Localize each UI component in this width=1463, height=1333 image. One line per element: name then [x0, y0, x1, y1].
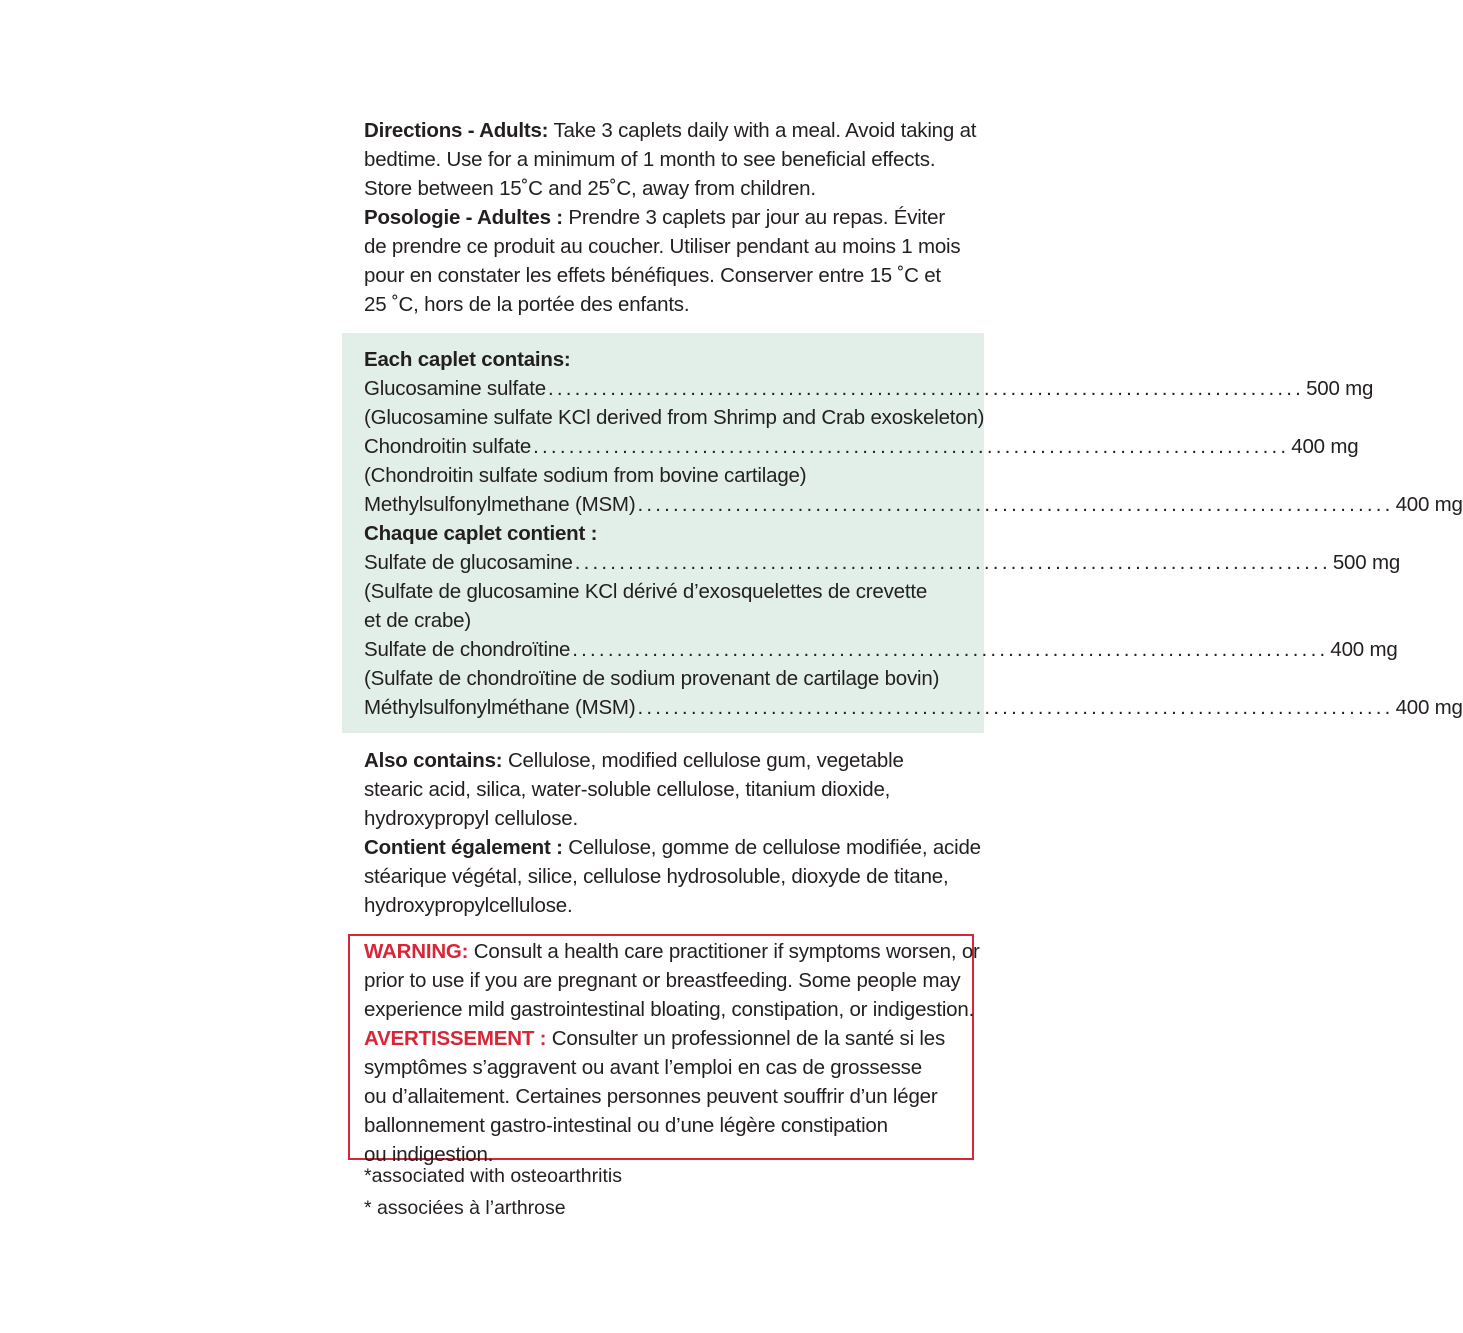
directions-heading-en: Directions - Adults:: [364, 119, 549, 142]
ingredients-heading-en: Each caplet contains:: [364, 348, 571, 371]
footnote-en: *associated with osteoarthritis: [364, 1165, 622, 1187]
warning-heading-fr: AVERTISSEMENT :: [364, 1027, 547, 1050]
dot-leader: .....................................................................................: [547, 377, 1305, 400]
ingredient-row: Methylsulfonylmethane (MSM) ..................................................................................... 400 mg: [364, 490, 966, 519]
dot-leader: .....................................................................................: [574, 551, 1331, 574]
ingredient-row: Chondroitin sulfate ..................................................................................... 400 mg: [364, 432, 966, 461]
directions-section: Directions - Adults: Take 3 caplets daily with a meal. Avoid taking at bedtime. Use for a minimum of 1 month to see beneficial effects. Store between 15˚C and 25˚C, away from children. Posologie - Adultes : Prendre 3 caplets par jour au repas. Éviter de prendre ce produit au coucher. Utiliser pendant au moins 1 mois pour en constater les effets bénéfiques. Conserver entre 15 ˚C et 25 ˚C, hors de la portée des enfants.: [364, 119, 977, 316]
directions-heading-fr: Posologie - Adultes :: [364, 206, 563, 229]
ingredient-row: Glucosamine sulfate ..................................................................................... 500 mg: [364, 374, 966, 403]
dot-leader: .....................................................................................: [637, 493, 1394, 516]
warning-section: WARNING: Consult a health care practitioner if symptoms worsen, or prior to use if you are pregnant or breastfeeding. Some people may experience mild gastrointestinal bloating, constipation, or indigestion. AVERTISSEMENT : Consulter un professionnel de la santé si les symptômes s’aggravent ou avant l’emploi en cas de grossesse ou d’allaitement. Certaines personnes peuvent souffrir d’un léger ballonnement gastro-intestinal ou d’une légère constipation ou indigestion.: [364, 940, 980, 1166]
ingredients-heading-fr: Chaque caplet contient :: [364, 522, 598, 545]
also-contains-heading-en: Also contains:: [364, 749, 503, 772]
also-contains-heading-fr: Contient également :: [364, 836, 563, 859]
dot-leader: .....................................................................................: [533, 435, 1290, 458]
dot-leader: .....................................................................................: [637, 696, 1394, 719]
dot-leader: .....................................................................................: [572, 638, 1329, 661]
ingredient-row: Sulfate de glucosamine ..................................................................................... 500 mg: [364, 548, 966, 577]
footnote-fr: * associées à l’arthrose: [364, 1197, 566, 1219]
ingredient-row: Méthylsulfonylméthane (MSM) ..................................................................................... 400 mg: [364, 693, 966, 722]
ingredient-row: Sulfate de chondroïtine ..................................................................................... 400 mg: [364, 635, 966, 664]
also-contains-section: Also contains: Cellulose, modified cellulose gum, vegetable stearic acid, silica, water-soluble cellulose, titanium dioxide, hydroxypropyl cellulose. Contient également : Cellulose, gomme de cellulose modifiée, acide stéarique végétal, silice, cellulose hydrosoluble, dioxyde de titane, hydroxypropylcellulose.: [364, 749, 981, 917]
ingredients-section: Each caplet contains: Glucosamine sulfate ..................................................................................... 500 mg (Glucosamine sulfate KCl derived from Shrimp and Crab exoskeleton) Chondroitin sulfate ..................................................................................... 400 mg (Chondroitin sulfate sodium from bovine cartilage) Methylsulfonylmethane (MSM) ..................................................................................... 400 mg Chaque caplet contient : Sulfate de glucosamine ..................................................................................... 500 mg (Sulfate de glucosamine KCl dérivé d’exosquelettes de crevette et de crabe) Sulfate de chondroïtine ..................................................................................... 400 mg (Sulfate de chondroïtine de sodium provenant de cartilage bovin) Méthylsulfonylméthane (MSM) ..................................................................................... 400 mg: [364, 345, 966, 722]
warning-heading-en: WARNING:: [364, 940, 469, 963]
